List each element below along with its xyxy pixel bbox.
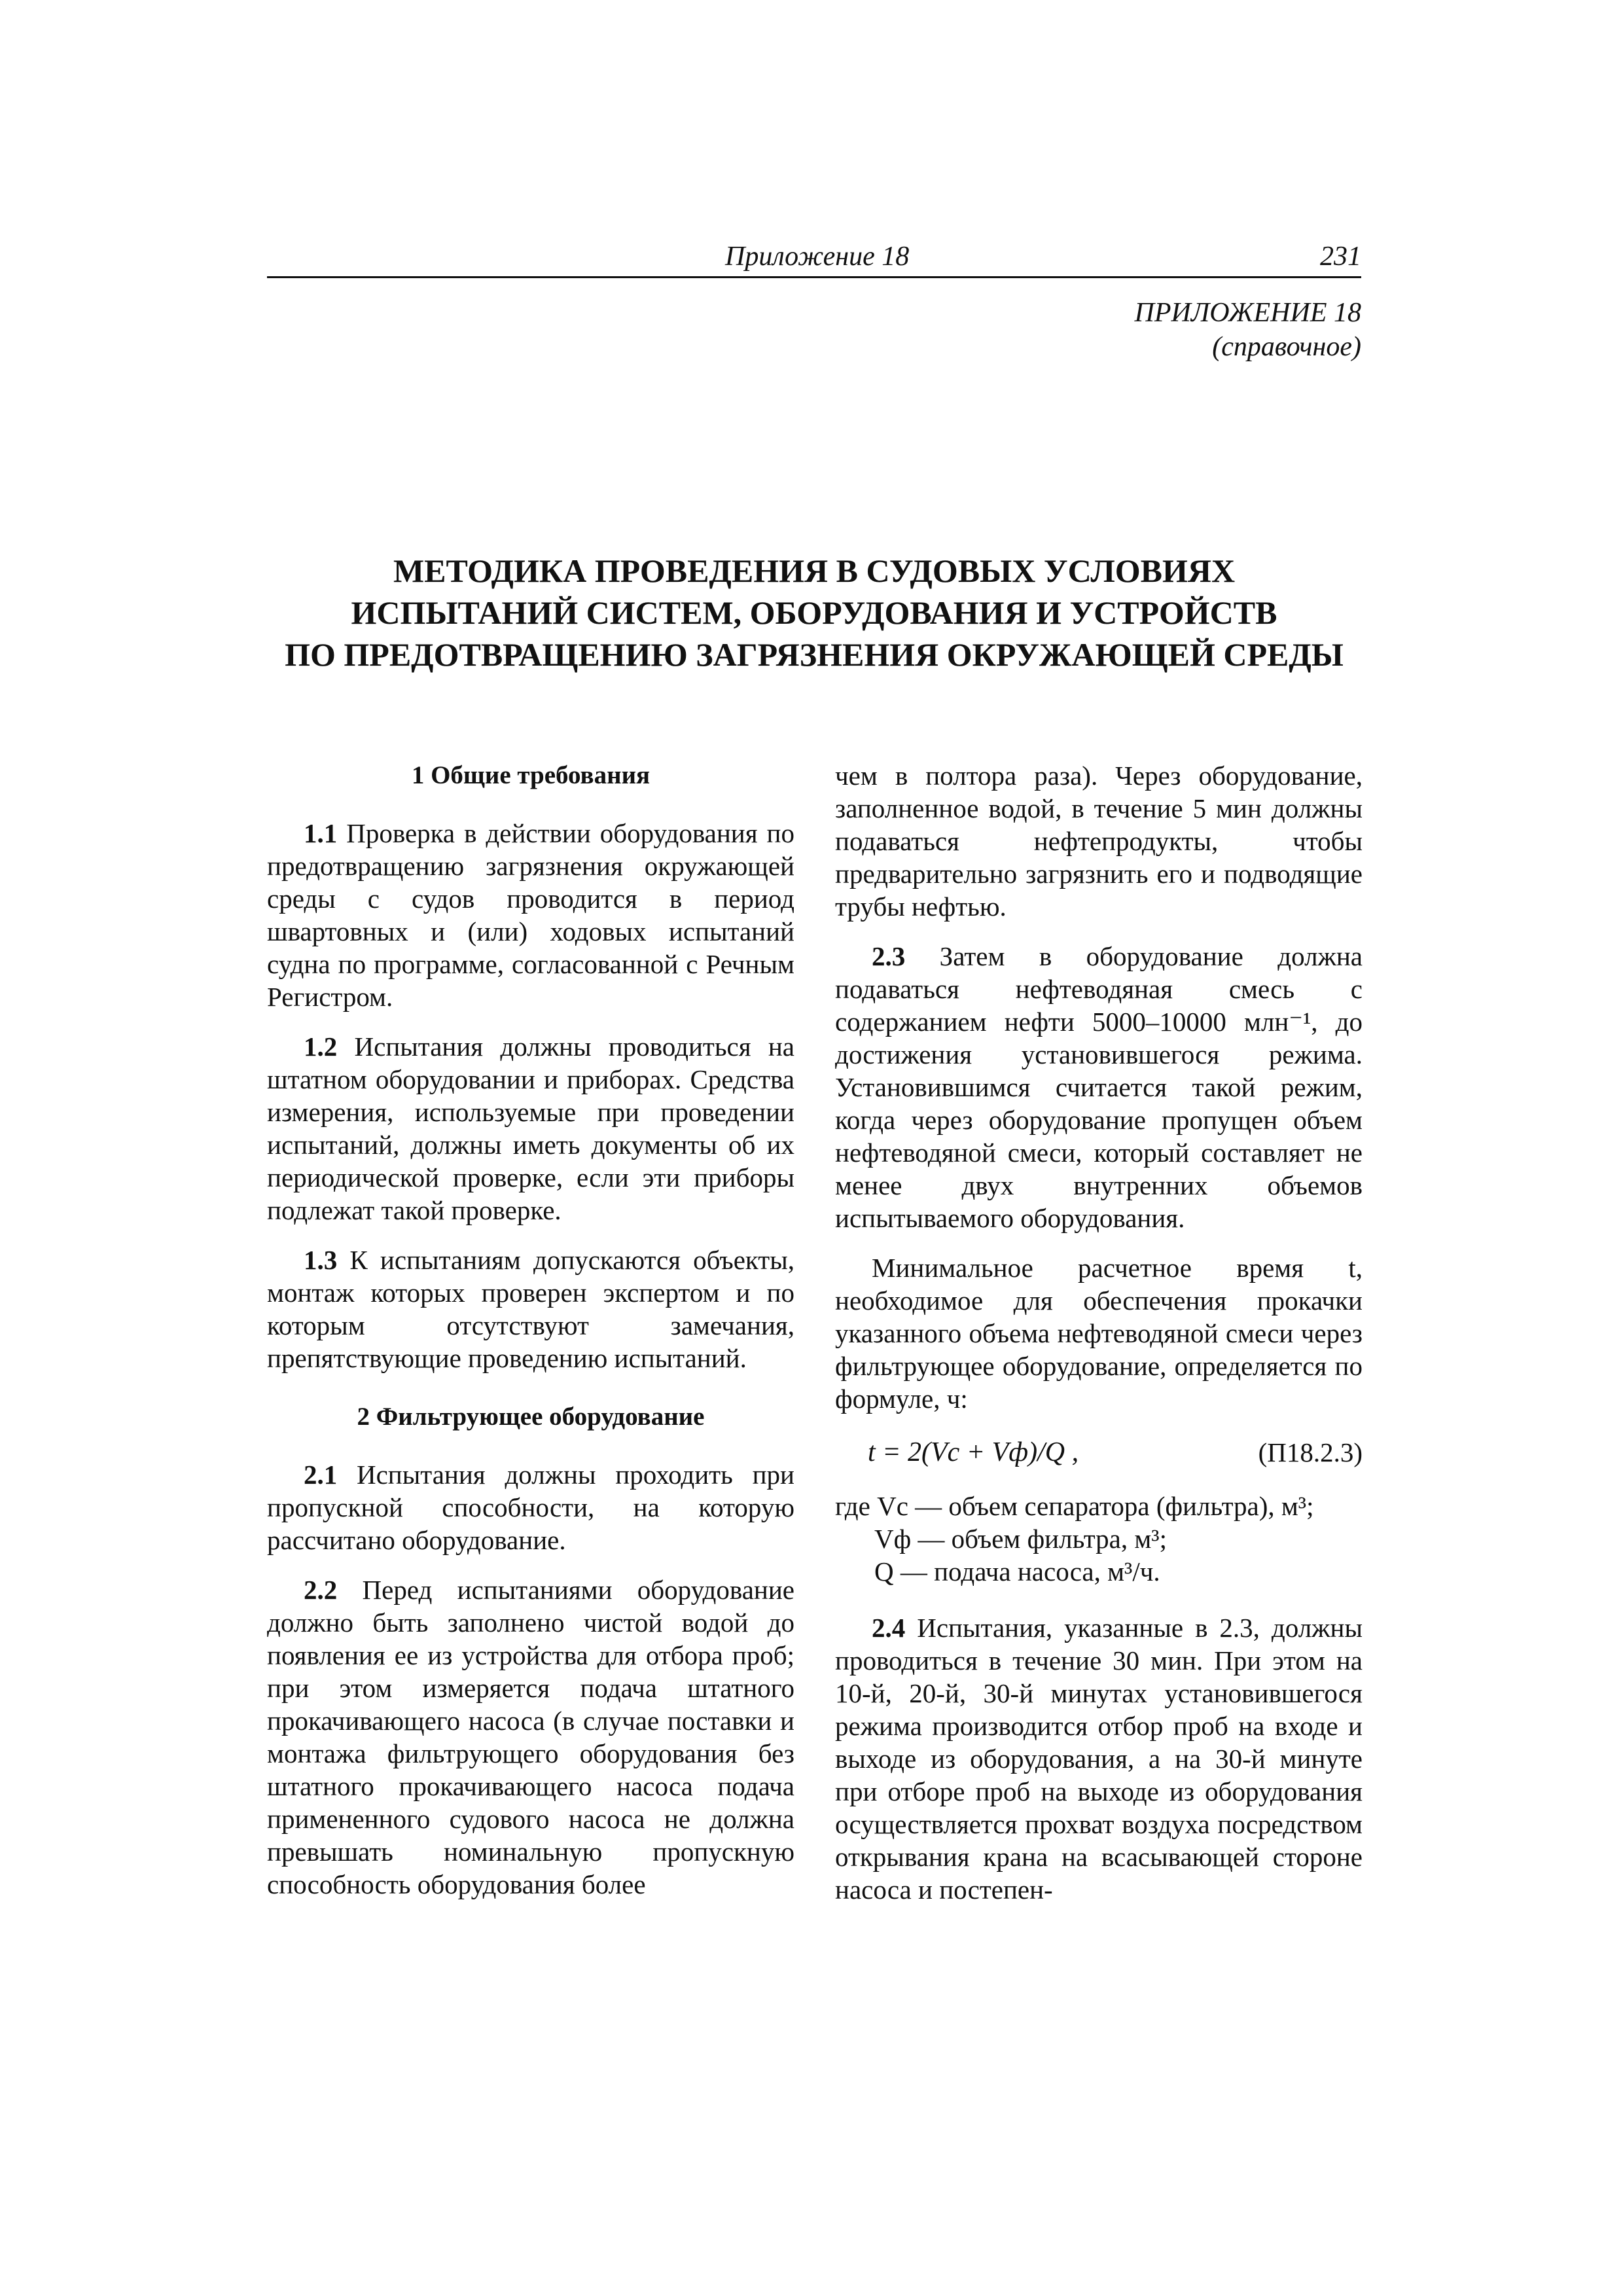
paragraph-2-3 <box>835 940 1363 1234</box>
paragraph-2-1 <box>267 1458 794 1556</box>
formula-row <box>835 1432 1363 1478</box>
formula-number: (П18.2.3) <box>1258 1437 1363 1467</box>
clause-number: 2.4 <box>872 1613 906 1643</box>
title-line: ПО ПРЕДОТВРАЩЕНИЮ ЗАГРЯЗНЕНИЯ ОКРУЖАЮЩЕЙ СРЕДЫ <box>285 636 1344 673</box>
running-header-title: Приложение 18 <box>725 242 910 272</box>
appendix-label <box>1135 296 1361 364</box>
paragraph-2-2 <box>267 1573 794 1901</box>
left-column <box>267 759 794 1918</box>
clause-text: Затем в оборудование должна подаваться нефтеводяная смесь с содержанием нефти 5000–10000 млн⁻¹, до достижения установившегося режима. Установившимся считается такой режим, когда через оборудование пропущен объем нефтеводяной смеси, который составляет не менее двух внутренних объемов испытываемого оборудования. <box>835 941 1363 1233</box>
clause-number: 2.2 <box>304 1575 338 1605</box>
paragraph-2-2-continued: чем в полтора раза). Через оборудование, заполненное водой, в течение 5 мин должны подаваться нефтепродукты, чтобы предварительно загрязнить его и подводящие трубы нефтью. <box>835 761 1363 922</box>
legend-line: Vф — объем фильтра, м³; <box>874 1524 1167 1554</box>
clause-number: 1.1 <box>304 818 338 848</box>
legend-line: где Vс — объем сепаратора (фильтра), м³; <box>835 1491 1314 1521</box>
clause-text: Перед испытаниями оборудование должно быть заполнено чистой водой до появления ее из устройства для отбора проб; при этом измеряется подача штатного прокачивающего насоса (в случае поставки и монтажа фильтрующего оборудования без штатного прокачивающего насоса подача примененного судового насоса не должна превышать номинальную пропускную способность оборудования более <box>267 1575 794 1899</box>
paragraph-1-1 <box>267 817 794 1013</box>
paragraph-1-3 <box>267 1244 794 1374</box>
clause-number: 1.3 <box>304 1245 338 1275</box>
formula-legend <box>835 1490 1363 1588</box>
clause-text: К испытаниям допускаются объекты, монтаж которых проверен экспертом и по которым отсутствуют замечания, препятствующие проведению испытаний. <box>267 1245 794 1373</box>
clause-text: Испытания должны проходить при пропускной способности, на которую рассчитано оборудование. <box>267 1460 794 1555</box>
clause-number: 2.1 <box>304 1460 338 1490</box>
paragraph-1-2 <box>267 1030 794 1227</box>
paragraph-2-4 <box>835 1611 1363 1906</box>
document-title <box>267 550 1361 675</box>
clause-text: Испытания, указанные в 2.3, должны проводиться в течение 30 мин. При этом на 10-й, 20-й, 30-й минутах установившегося режима производится отбор проб на входе и выходе из оборудования, а на 30-й минуте при отборе проб на выходе из оборудования осуществляется прохват воздуха посредством открывания крана на всасывающей стороне насоса и постепен- <box>835 1613 1363 1905</box>
paragraph-2-3-formula-intro: Минимальное расчетное время t, необходимое для обеспечения прокачки указанного объема нефтеводяной смеси через фильтрующее оборудование, определяется по формуле, ч: <box>835 1253 1363 1414</box>
legend-line: Q — подача насоса, м³/ч. <box>874 1556 1160 1587</box>
appendix-number: ПРИЛОЖЕНИЕ 18 <box>1134 298 1361 328</box>
clause-text: Испытания должны проводиться на штатном оборудовании и приборах. Средства измерения, используемые при проведении испытаний, должны иметь документы об их периодической проверке, если эти приборы подлежат такой проверке. <box>267 1031 794 1225</box>
right-column <box>835 759 1363 1923</box>
clause-number: 1.2 <box>304 1031 338 1062</box>
section-heading-filter: 2 Фильтрующее оборудование <box>357 1403 705 1431</box>
running-header <box>267 236 1361 278</box>
appendix-type: (справочное) <box>1212 332 1361 362</box>
formula: t = 2(Vс + Vф)/Q , <box>868 1437 1079 1467</box>
page-number: 231 <box>1320 242 1361 272</box>
title-line: МЕТОДИКА ПРОВЕДЕНИЯ В СУДОВЫХ УСЛОВИЯХ <box>393 552 1236 589</box>
clause-number: 2.3 <box>872 941 906 971</box>
title-line: ИСПЫТАНИЙ СИСТЕМ, ОБОРУДОВАНИЯ И УСТРОЙСТВ <box>351 594 1277 631</box>
section-heading-general: 1 Общие требования <box>411 761 651 789</box>
clause-text: Проверка в действии оборудования по предотвращению загрязнения окружающей среды с судов проводится в период швартовных и (или) ходовых испытаний судна по программе, согласованной с Речным Регистром. <box>267 818 794 1012</box>
